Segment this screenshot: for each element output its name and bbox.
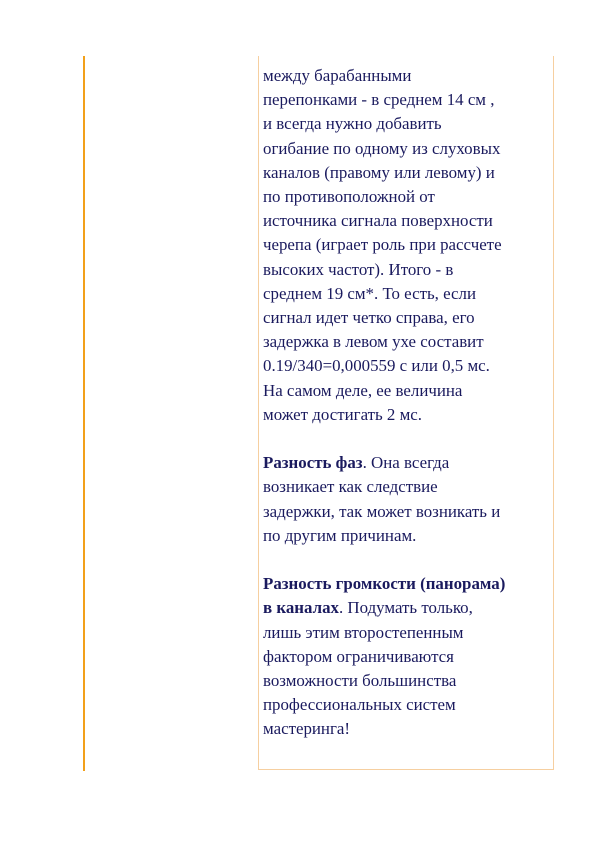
text-line: черепа (играет роль при рассчете [263, 235, 502, 255]
text-line: высоких частот). Итого - в [263, 259, 454, 279]
left-margin-rule [83, 56, 85, 771]
text-column [258, 56, 554, 770]
bold-heading: в каналах [263, 598, 339, 618]
text-line: 0.19/340=0,000559 с или 0,5 мс. [263, 356, 490, 376]
text-line: по противоположной от [263, 187, 435, 207]
paragraph-delay [263, 64, 549, 427]
paragraph-phase-difference [263, 451, 549, 548]
paragraph-volume-difference [263, 572, 549, 741]
text-line: задержка в левом ухе составит [263, 332, 484, 352]
text-line: огибание по одному из слуховых [263, 138, 501, 158]
text-line: возникает как следствие [263, 477, 438, 497]
text-line: и всегда нужно добавить [263, 114, 442, 134]
text-line: лишь этим второстепенным [263, 622, 464, 642]
bold-heading: Разность громкости (панорама) [263, 574, 506, 594]
text-line: мастеринга! [263, 719, 351, 739]
text-line: профессиональных систем [263, 695, 456, 715]
text-line: . Подумать только, [338, 598, 473, 618]
bold-heading: Разность фаз [263, 453, 363, 473]
text-line: каналов (правому или левому) и [263, 162, 495, 182]
text-line: . Она всегда [362, 453, 450, 473]
text-line: сигнал идет четко справа, его [263, 308, 475, 328]
text-line: возможности большинства [263, 671, 457, 691]
text-line: по другим причинам. [263, 525, 417, 545]
text-line: На самом деле, ее величина [263, 380, 463, 400]
text-line: может достигать 2 мс. [263, 404, 423, 424]
text-line: источника сигнала поверхности [263, 211, 493, 231]
text-line: между барабанными [263, 66, 412, 85]
text-line: фактором ограничиваются [263, 646, 454, 666]
text-line: задержки, так может возникать и [263, 501, 501, 521]
text-line: перепонками - в среднем 14 см , [263, 90, 495, 110]
text-line: среднем 19 см*. То есть, если [263, 283, 476, 303]
